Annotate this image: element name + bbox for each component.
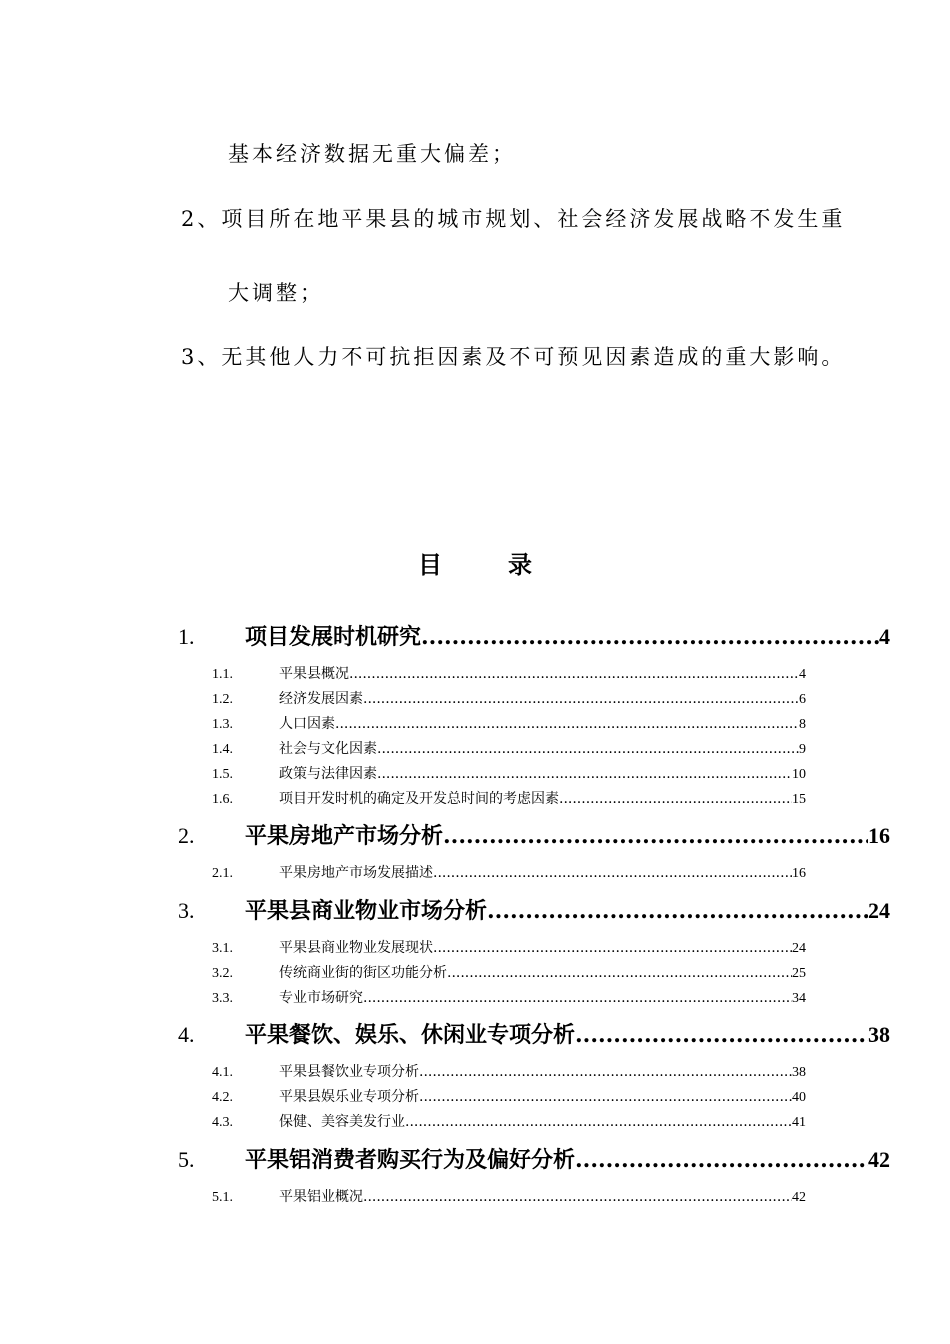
- toc-number: 4.: [178, 1022, 195, 1047]
- toc-leader: [575, 1147, 868, 1173]
- toc-label: 项目开发时机的确定及开发总时间的考虑因素: [279, 791, 559, 807]
- toc-number: 3.: [178, 898, 195, 923]
- toc-leader: [363, 1189, 792, 1205]
- toc-leader: [487, 898, 868, 924]
- toc-leader: [575, 1022, 868, 1048]
- toc-item-1-1[interactable]: [212, 663, 806, 683]
- toc-number: 1.6.: [212, 792, 233, 807]
- body-paragraph: 2、项目所在地平果县的城市规划、社会经济发展战略不发生重: [181, 207, 846, 231]
- toc-number: 5.: [178, 1147, 195, 1172]
- toc-page: 42: [868, 1147, 890, 1172]
- toc-number: 3.2.: [212, 966, 233, 981]
- toc-item-3-3[interactable]: [212, 987, 806, 1007]
- toc-item-4-1[interactable]: [212, 1061, 806, 1081]
- toc-label: 保健、美容美发行业: [279, 1114, 405, 1130]
- toc-number: 1.: [178, 624, 195, 649]
- toc-title-part: 目: [418, 550, 442, 579]
- toc-item-4-3[interactable]: [212, 1111, 806, 1131]
- toc-label: 平果铝消费者购买行为及偏好分析: [245, 1147, 576, 1173]
- toc-label: 项目发展时机研究: [245, 624, 422, 650]
- toc-leader: [447, 965, 792, 981]
- toc-section-2[interactable]: [178, 819, 890, 850]
- toc-item-1-2[interactable]: [212, 688, 806, 708]
- toc-item-2-1[interactable]: [212, 862, 806, 882]
- toc-item-1-4[interactable]: [212, 738, 806, 758]
- toc-number: 4.3.: [212, 1115, 233, 1130]
- toc-page: 24: [792, 941, 806, 956]
- toc-page: 4: [879, 624, 890, 649]
- toc-page: 41: [792, 1115, 806, 1130]
- toc-page: 16: [868, 823, 890, 848]
- toc-number: 1.3.: [212, 717, 233, 732]
- toc-label: 平果房地产市场分析: [245, 823, 444, 849]
- toc-label: 平果房地产市场发展描述: [279, 865, 433, 881]
- toc-number: 2.1.: [212, 866, 233, 881]
- toc-page: 8: [799, 717, 806, 732]
- toc-leader: [421, 624, 879, 650]
- body-paragraph: 3、无其他人力不可抗拒因素及不可预见因素造成的重大影响。: [181, 345, 846, 369]
- toc-page: 9: [799, 742, 806, 757]
- toc-item-3-1[interactable]: [212, 937, 806, 957]
- toc-label: 平果县娱乐业专项分析: [279, 1089, 419, 1105]
- toc-number: 4.1.: [212, 1065, 233, 1080]
- toc-number: 1.4.: [212, 742, 233, 757]
- toc-label: 传统商业街的街区功能分析: [279, 965, 447, 981]
- toc-number: 1.1.: [212, 667, 233, 682]
- toc-page: 6: [799, 692, 806, 707]
- toc-item-5-1[interactable]: [212, 1186, 806, 1206]
- toc-page: 10: [792, 767, 806, 782]
- toc-page: 40: [792, 1090, 806, 1105]
- toc-number: 4.2.: [212, 1090, 233, 1105]
- toc-number: 2.: [178, 823, 195, 848]
- toc-item-3-2[interactable]: [212, 962, 806, 982]
- toc-title: [0, 545, 950, 580]
- toc-number: 3.1.: [212, 941, 233, 956]
- toc-page: 15: [792, 792, 806, 807]
- toc-label: 平果餐饮、娱乐、休闲业专项分析: [245, 1022, 576, 1048]
- toc-label: 社会与文化因素: [279, 741, 377, 757]
- toc-label: 人口因素: [279, 716, 335, 732]
- toc-label: 政策与法律因素: [279, 766, 377, 782]
- toc-number: 1.2.: [212, 692, 233, 707]
- toc-leader: [363, 691, 799, 707]
- toc-section-4[interactable]: [178, 1018, 890, 1049]
- toc-leader: [433, 940, 792, 956]
- toc-leader: [405, 1114, 792, 1130]
- toc-label: 平果县餐饮业专项分析: [279, 1064, 419, 1080]
- toc-section-5[interactable]: [178, 1143, 890, 1174]
- toc-page: 38: [868, 1022, 890, 1047]
- toc-page: 16: [792, 866, 806, 881]
- toc-number: 1.5.: [212, 767, 233, 782]
- toc-leader: [419, 1089, 792, 1105]
- toc-page: 42: [792, 1190, 806, 1205]
- toc-leader: [433, 865, 792, 881]
- toc-section-1[interactable]: [178, 620, 890, 651]
- toc-label: 平果县商业物业市场分析: [245, 898, 488, 924]
- toc-leader: [363, 990, 792, 1006]
- toc-label: 专业市场研究: [279, 990, 363, 1006]
- body-paragraph: 基本经济数据无重大偏差；: [228, 142, 516, 166]
- toc-item-1-5[interactable]: [212, 763, 806, 783]
- toc-item-1-3[interactable]: [212, 713, 806, 733]
- toc-page: 34: [792, 991, 806, 1006]
- toc-page: 4: [799, 667, 806, 682]
- toc-leader: [419, 1064, 792, 1080]
- toc-leader: [335, 716, 799, 732]
- toc-section-3[interactable]: [178, 894, 890, 925]
- toc-number: 5.1.: [212, 1190, 233, 1205]
- body-paragraph: 大调整；: [228, 281, 324, 305]
- toc-leader: [377, 766, 792, 782]
- toc-title-part: 录: [508, 550, 532, 579]
- toc-leader: [443, 823, 868, 849]
- toc-label: 平果县概况: [279, 666, 349, 682]
- toc-page: 38: [792, 1065, 806, 1080]
- toc-leader: [349, 666, 799, 682]
- toc-leader: [559, 791, 792, 807]
- toc-page: 25: [792, 966, 806, 981]
- toc-item-4-2[interactable]: [212, 1086, 806, 1106]
- toc-label: 平果铝业概况: [279, 1189, 363, 1205]
- toc-label: 平果县商业物业发展现状: [279, 940, 433, 956]
- toc-number: 3.3.: [212, 991, 233, 1006]
- toc-item-1-6[interactable]: [212, 788, 806, 808]
- toc-leader: [377, 741, 799, 757]
- toc-page: 24: [868, 898, 890, 923]
- toc-label: 经济发展因素: [279, 691, 363, 707]
